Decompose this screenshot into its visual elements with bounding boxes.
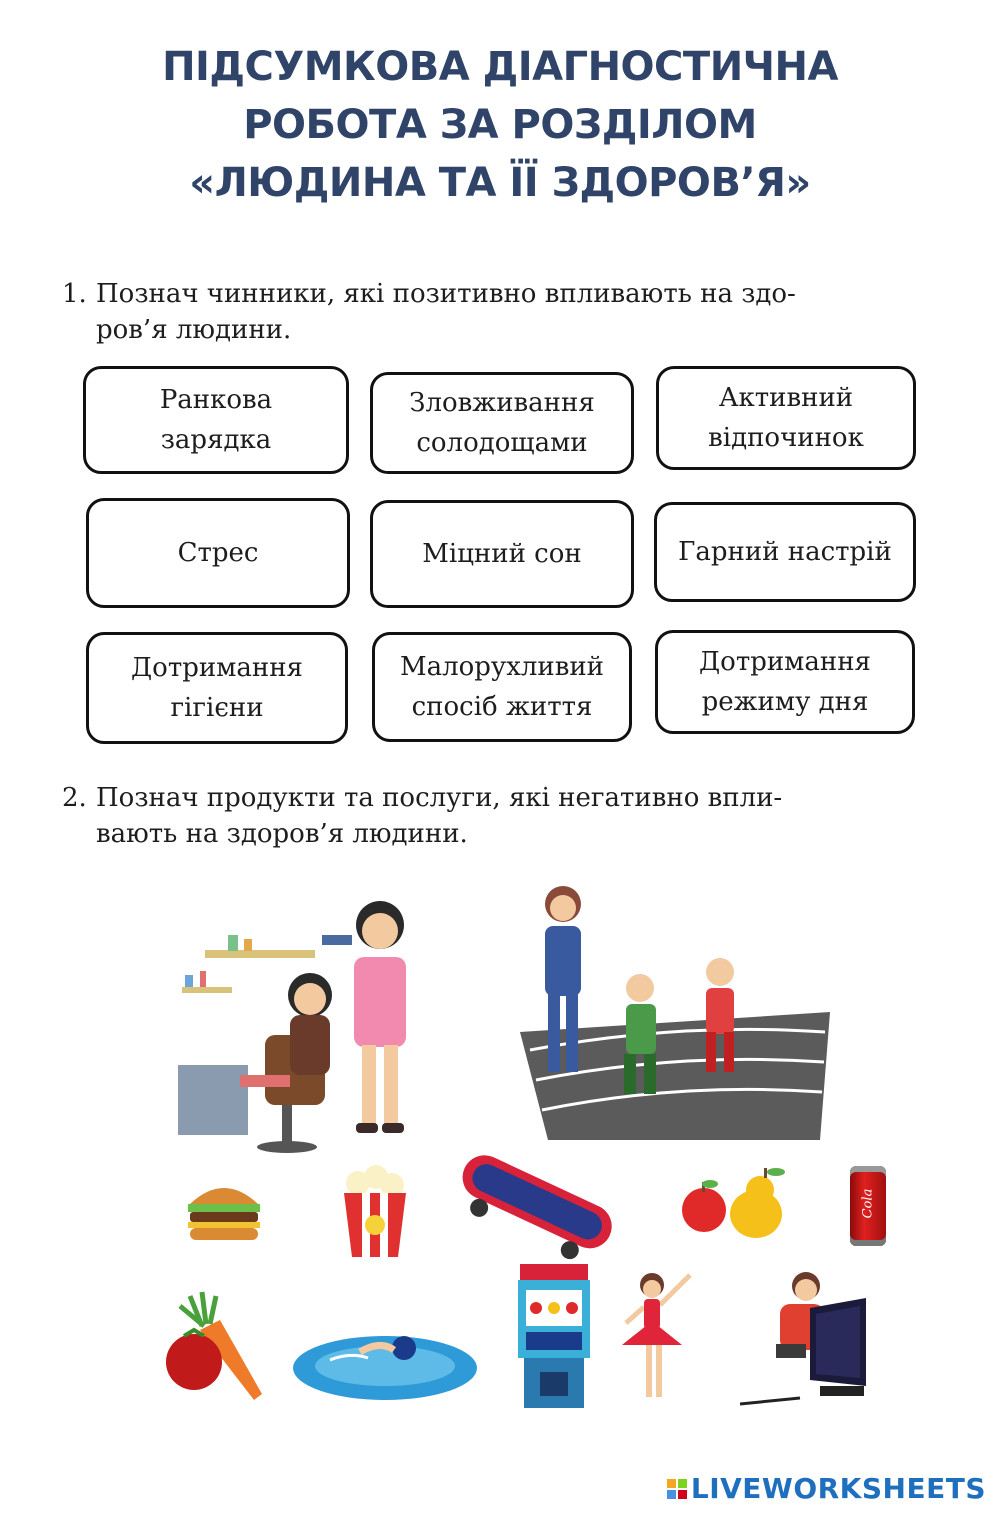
task-1-line-2: ров’я людини. [96, 315, 292, 345]
task-1-number: 1. [62, 279, 87, 309]
fruits-picture[interactable] [680, 1162, 790, 1242]
popcorn-picture[interactable] [338, 1165, 412, 1259]
task-1-line-1: Познач чинники, які позитивно впливають на здо- [96, 279, 796, 309]
factor-text: Активний [718, 383, 854, 413]
factor-text: Дотримання [131, 653, 303, 683]
soda-label: Cola [860, 1188, 876, 1219]
task-2-number: 2. [62, 783, 87, 813]
burger-picture[interactable] [184, 1176, 264, 1244]
logo-cube-icon [667, 1479, 687, 1499]
swimming-picture[interactable] [290, 1322, 480, 1402]
page-title [0, 38, 1000, 212]
factor-text: режиму дня [701, 687, 869, 717]
factor-text: зарядка [160, 425, 272, 455]
factor-text: відпочинок [708, 423, 864, 453]
factor-box-sedentary-lifestyle[interactable] [372, 632, 632, 742]
liveworksheets-logo[interactable] [667, 1472, 986, 1505]
factor-text: Стрес [177, 538, 259, 568]
task-2-line-2: вають на здоров’я людини. [96, 819, 468, 849]
task-1-prompt [62, 276, 892, 348]
title-line-2: РОБОТА ЗА РОЗДІЛОМ [243, 102, 757, 148]
factor-box-active-rest[interactable] [656, 366, 916, 470]
hair-salon-picture[interactable] [170, 895, 420, 1160]
task-2-line-1: Познач продукти та послуги, які негативно впли- [96, 783, 783, 813]
factor-box-morning-exercise[interactable] [83, 366, 349, 474]
factor-text: Гарний настрій [678, 537, 892, 567]
ballet-dancer-picture[interactable] [612, 1265, 702, 1405]
soda-can-picture[interactable] [850, 1166, 886, 1246]
running-track-picture[interactable] [520, 882, 840, 1140]
factor-text: Дотримання [699, 647, 871, 677]
title-line-1: ПІДСУМКОВА ДІАГНОСТИЧНА [162, 44, 838, 90]
boy-watching-tv-picture[interactable] [740, 1268, 870, 1410]
slot-machine-picture[interactable] [516, 1262, 592, 1410]
task-2-prompt [62, 780, 892, 852]
factor-box-stress[interactable] [86, 498, 350, 608]
factor-text: Ранкова [159, 385, 273, 415]
factor-box-daily-routine[interactable] [655, 630, 915, 734]
skateboard-picture[interactable] [448, 1140, 628, 1260]
factor-box-good-mood[interactable] [654, 502, 916, 602]
factor-box-sweets-abuse[interactable] [370, 372, 634, 474]
factor-text: Зловживання [409, 388, 595, 418]
factor-text: Малорухливий [399, 652, 605, 682]
brand-name: LIVEWORKSHEETS [690, 1472, 986, 1505]
vegetables-picture[interactable] [150, 1290, 270, 1402]
factor-text: солодощами [416, 428, 588, 458]
factor-text: Міцний сон [422, 539, 582, 569]
factor-box-hygiene[interactable] [86, 632, 348, 744]
factor-text: спосіб життя [411, 692, 593, 722]
factor-box-sound-sleep[interactable] [370, 500, 634, 608]
factor-text: гігієни [170, 693, 264, 723]
title-line-3: «ЛЮДИНА ТА ЇЇ ЗДОРОВ’Я» [189, 160, 811, 206]
